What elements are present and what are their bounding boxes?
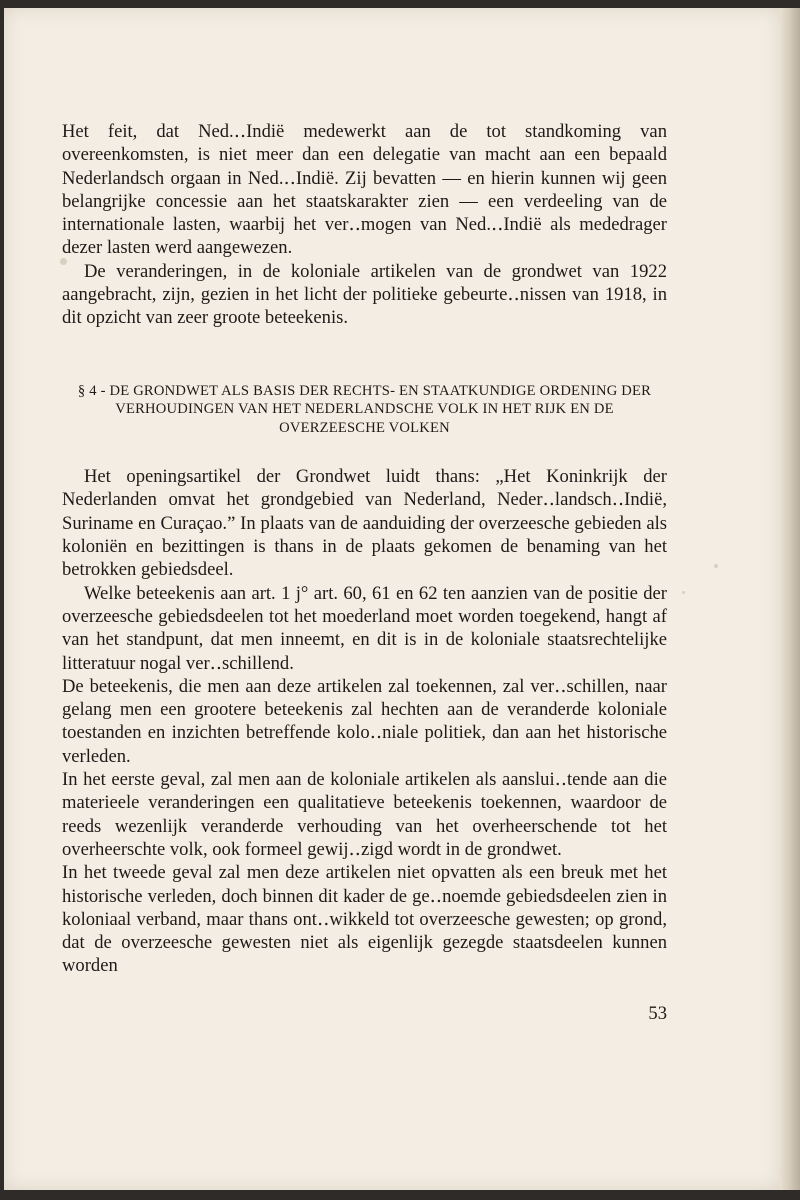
section-heading: § 4 - DE GRONDWET ALS BASIS DER RECHTS- EN STAATKUNDIGE ORDENING DER VERHOUDINGEN VAN HET NEDERLANDSCHE VOLK IN HET RIJK EN DE OVERZEESCHE VOLKEN [77, 382, 652, 436]
page-body [62, 120, 667, 978]
paragraph: In het tweede geval zal men deze artikelen niet opvatten als een breuk met het historische verleden, doch binnen dit kader de ge‥noemde gebiedsdeelen zien in koloniaal verband, maar thans ont‥wikkeld tot overzeesche gewesten; op grond, dat de overzeesche gewesten niet als eigenlijk gezegde staatsdeelen kunnen worden [62, 862, 667, 977]
paper-speck [682, 591, 685, 594]
page-edge [780, 8, 800, 1190]
paragraph: De beteekenis, die men aan deze artikelen zal toekennen, zal ver‥schillen, naar gelang men een grootere beteekenis zal hechten aan de veranderde koloniale toestanden en inzichten betreffende kolo‥niale politiek, dan aan het historische verleden. [62, 675, 667, 767]
paragraph: In het eerste geval, zal men aan de koloniale artikelen als aanslui‥tende aan die materieele veranderingen een qualitatieve beteekenis toekennen, waardoor de reeds wezenlijk veranderde verhouding van het overheerschende tot het overheerschte volk, ook formeel gewij‥zigd wordt in de grondwet. [62, 769, 667, 860]
paragraph: Welke beteekenis aan art. 1 j° art. 60, 61 en 62 ten aanzien van de positie der overzeesche gebiedsdeelen tot het moederland moet worden toegekend, hangt af van het standpunt, dat men inneemt, en dit is in de koloniale staatsrechtelijke litteratuur nogal ver‥schillend. [62, 582, 667, 674]
page-number: 53 [648, 1003, 667, 1024]
paragraph: Het feit, dat Ned.‥Indië medewerkt aan de tot standkoming van overeenkomsten, is niet meer dan een delegatie van macht aan een bepaald Nederlandsch orgaan in Ned.‥Indië. Zij bevatten — en hierin kunnen wij geen belangrijke concessie aan het staatskarakter zien — een verdeeling van de internationale lasten, waarbij het ver‥mogen van Ned.‥Indië als mededrager dezer lasten werd aangewezen. [62, 121, 667, 259]
paper-speck [714, 564, 718, 568]
paragraph: Het openingsartikel der Grondwet luidt thans: „Het Koninkrijk der Nederlanden omvat het grondgebied van Nederland, Neder‥landsch‥Indië, Suriname en Curaçao.” In plaats van de aanduiding der overzeesche gebieden als koloniën en bezittingen is thans in de plaats gekomen de benaming van het betrokken gebiedsdeel. [62, 466, 667, 581]
paragraph: De veranderingen, in de koloniale artikelen van de grondwet van 1922 aangebracht, zijn, gezien in het licht der politieke gebeurte‥nissen van 1918, in dit opzicht van zeer groote beteekenis. [62, 260, 667, 329]
